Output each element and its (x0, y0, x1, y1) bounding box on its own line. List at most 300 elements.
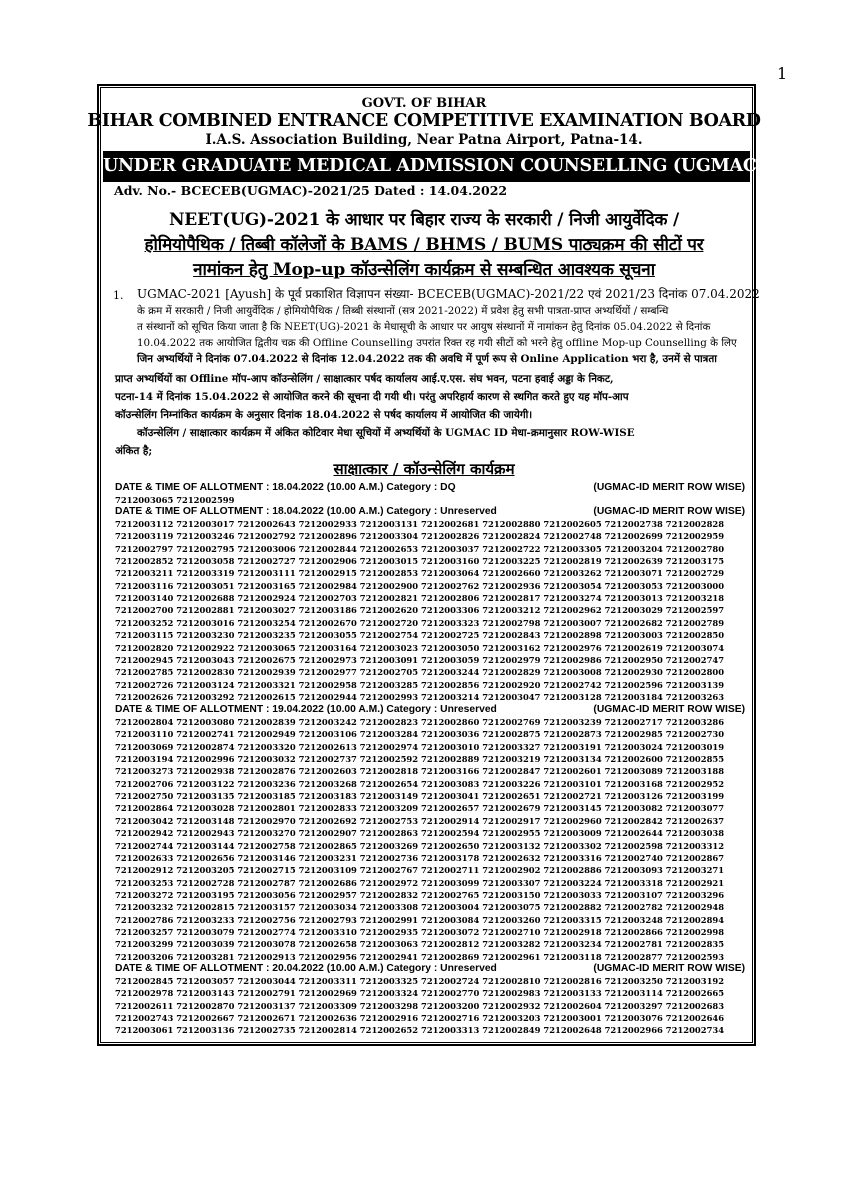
ugmac-id: 7212003157 (237, 902, 296, 913)
ugmac-id: 7212002894 (665, 914, 725, 925)
ugmac-id: 7212003016 (176, 617, 235, 628)
ugmac-id: 7212003166 (421, 766, 480, 777)
ugmac-id: 7212002639 (604, 556, 663, 567)
ugmac-id: 7212002601 (543, 766, 602, 777)
ugmac-id: 7212003297 (604, 1000, 663, 1011)
ugmac-id: 7212002935 (359, 926, 419, 937)
ugmac-id: 7212002774 (237, 926, 296, 937)
ugmac-id-row (115, 840, 750, 852)
ugmac-id: 7212003194 (115, 754, 174, 765)
ugmac-id-row (115, 1012, 750, 1024)
ugmac-id: 7212002592 (359, 754, 419, 765)
ugmac-id: 7212003252 (115, 617, 174, 628)
ugmac-id: 7212003061 (115, 1025, 174, 1036)
ugmac-id: 7212003037 (421, 543, 480, 554)
ugmac-id-row (115, 827, 750, 839)
ugmac-id: 7212002747 (665, 654, 725, 665)
ugmac-id-row (115, 1024, 750, 1036)
ugmac-id: 7212002613 (298, 741, 357, 752)
ugmac-id: 7212003036 (421, 729, 480, 740)
ugmac-id: 7212003310 (298, 926, 357, 937)
ugmac-id: 7212002667 (176, 1013, 235, 1024)
ugmac-id: 7212003089 (604, 766, 663, 777)
ugmac-id: 7212003284 (359, 729, 419, 740)
ugmac-id: 7212003059 (421, 654, 480, 665)
ugmac-id: 7212003112 (115, 519, 174, 529)
ugmac-id: 7212002969 (298, 988, 357, 999)
ugmac-id: 7212003004 (421, 902, 480, 913)
ugmac-id: 7212003178 (421, 852, 480, 863)
ugmac-id-row (115, 852, 750, 864)
ugmac-id: 7212003029 (604, 605, 663, 616)
ugmac-id: 7212003292 (176, 691, 235, 702)
ugmac-id: 7212003164 (298, 642, 357, 653)
ugmac-id: 7212002829 (482, 667, 541, 678)
board-heading: BIHAR COMBINED ENTRANCE COMPETITIVE EXAMINATION BOARD (87, 111, 761, 131)
ugmac-id: 7212002984 (298, 580, 357, 591)
ugmac-id: 7212003224 (543, 877, 602, 888)
ugmac-id: 7212002844 (298, 543, 357, 554)
ugmac-id: 7212003076 (604, 1013, 663, 1024)
ugmac-id: 7212002786 (115, 914, 174, 925)
ugmac-id: 7212002974 (359, 741, 419, 752)
ugmac-id: 7212002812 (421, 939, 480, 950)
ugmac-id: 7212003039 (176, 939, 235, 950)
ugmac-id: 7212002958 (298, 679, 357, 690)
ugmac-id: 7212003244 (421, 667, 480, 678)
ugmac-id: 7212003038 (665, 828, 725, 839)
ugmac-id: 7212003144 (176, 840, 235, 851)
ugmac-id: 7212002650 (421, 840, 480, 851)
ugmac-id: 7212003299 (115, 939, 174, 950)
paragraph-line: कॉउन्सेलिंग / साक्षात्कार कार्यक्रम में अंकित कोटिवार मेधा सूचियों में अभ्यर्थियों के UGMAC ID मेधा-क्रमानुसार ROW-WISE (137, 427, 635, 439)
ugmac-id: 7212002938 (176, 766, 235, 777)
ugmac-id: 7212003084 (421, 914, 480, 925)
ugmac-id: 7212002710 (482, 926, 541, 937)
ugmac-id: 7212002686 (298, 877, 357, 888)
ugmac-id: 7212002949 (237, 729, 296, 740)
ugmac-id: 7212003101 (543, 778, 602, 789)
ugmac-id: 7212003206 (115, 951, 174, 962)
ugmac-id: 7212003126 (604, 791, 663, 802)
ugmac-id: 7212003136 (176, 1025, 235, 1036)
ugmac-id: 7212002615 (237, 691, 296, 702)
ugmac-id: 7212003191 (543, 741, 602, 752)
advertisement-number: Adv. No.- BCECEB(UGMAC)-2021/25 Dated : 14.04.2022 (114, 183, 508, 198)
ugmac-id: 7212002741 (176, 729, 235, 740)
ugmac-id-row (115, 815, 750, 827)
ugmac-id: 7212002823 (359, 717, 419, 727)
ugmac-id: 7212002792 (237, 531, 296, 542)
ugmac-id: 7212002957 (298, 889, 357, 900)
ugmac-id: 7212003286 (665, 717, 725, 727)
ugmac-id: 7212003203 (482, 1013, 541, 1024)
ugmac-id: 7212002800 (665, 667, 725, 678)
ugmac-id-row (115, 691, 750, 703)
ugmac-id: 7212003160 (421, 556, 480, 567)
ugmac-id-row (115, 778, 750, 790)
ugmac-id-row (115, 543, 750, 555)
ugmac-id: 7212003065 (237, 642, 296, 653)
ugmac-id: 7212002705 (359, 667, 419, 678)
ugmac-id: 7212002738 (604, 519, 663, 529)
ugmac-id: 7212002729 (665, 568, 725, 579)
ugmac-id: 7212002748 (543, 531, 602, 542)
ugmac-id: 7212002915 (298, 568, 357, 579)
ugmac-id: 7212002665 (665, 988, 725, 999)
ugmac-id: 7212002921 (665, 877, 725, 888)
ugmac-id: 7212003042 (115, 815, 174, 826)
ugmac-id: 7212002637 (665, 815, 725, 826)
ugmac-id: 7212002865 (298, 840, 357, 851)
ugmac-id: 7212002933 (298, 519, 357, 529)
ugmac-id: 7212002716 (421, 1013, 480, 1024)
allotment-date-label: DATE & TIME OF ALLOTMENT : 18.04.2022 (10.00 A.M.) Category : DQ (115, 482, 456, 493)
ugmac-id-row (115, 914, 750, 926)
ugmac-id: 7212003137 (237, 1000, 296, 1011)
ugmac-id: 7212002737 (298, 754, 357, 765)
ugmac-id: 7212002597 (665, 605, 725, 616)
merit-order-label: (UGMAC-ID MERIT ROW WISE) (593, 704, 745, 715)
ugmac-id: 7212003269 (359, 840, 419, 851)
ugmac-id: 7212002675 (237, 654, 296, 665)
ugmac-id: 7212002944 (298, 691, 357, 702)
ugmac-id: 7212003079 (176, 926, 235, 937)
ugmac-id: 7212002736 (359, 852, 419, 863)
ugmac-id: 7212003212 (482, 605, 541, 616)
ugmac-id: 7212003099 (421, 877, 480, 888)
ugmac-id: 7212003071 (604, 568, 663, 579)
ugmac-id: 7212003116 (115, 580, 174, 591)
ugmac-id: 7212003260 (482, 914, 541, 925)
ugmac-id: 7212003239 (543, 717, 602, 727)
ugmac-id: 7212003050 (421, 642, 480, 653)
ugmac-id-row (115, 753, 750, 765)
ugmac-id: 7212003231 (298, 852, 357, 863)
ugmac-id: 7212003082 (604, 803, 663, 814)
ugmac-id: 7212002620 (359, 605, 419, 616)
ugmac-id-row (115, 518, 750, 530)
ugmac-id: 7212003316 (543, 852, 602, 863)
ugmac-id: 7212002798 (482, 617, 541, 628)
ugmac-id: 7212003186 (298, 605, 357, 616)
ugmac-id: 7212002882 (543, 902, 602, 913)
ugmac-id: 7212003134 (543, 754, 602, 765)
paragraph-line: त संस्थानों को सूचित किया जाता है कि NEET(UG)-2021 के मेधासूची के आधार पर आयुष संस्थानों में नामांकन हेतु दिनांक 05.04.2022 से दिनांक (137, 321, 711, 333)
ugmac-id: 7212003000 (665, 580, 725, 591)
ugmac-id: 7212003281 (176, 951, 235, 962)
ugmac-id: 7212002721 (543, 791, 602, 802)
ugmac-id: 7212002976 (543, 642, 602, 653)
ugmac-id: 7212002912 (115, 865, 174, 876)
ugmac-id: 7212003211 (115, 568, 174, 579)
ugmac-id: 7212003027 (237, 605, 296, 616)
ugmac-id: 7212003268 (298, 778, 357, 789)
paragraph-line: प्राप्त अभ्यर्थियों का Offline मॉप-आप कॉउन्सेलिंग / साक्षात्कार पर्षद कार्यालय आई.ए.एस. संघ भवन, पटना हवाई अड्डा के निकट, (115, 373, 614, 385)
ugmac-id: 7212003273 (115, 766, 174, 777)
ugmac-id: 7212002725 (421, 630, 480, 641)
ugmac-id: 7212003308 (359, 902, 419, 913)
ugmac-id: 7212003074 (665, 642, 725, 653)
ugmac-id: 7212003250 (604, 976, 663, 986)
ugmac-id: 7212003175 (665, 556, 725, 567)
ugmac-id: 7212003315 (543, 914, 602, 925)
ugmac-id: 7212003313 (421, 1025, 480, 1036)
ugmac-id: 7212002896 (298, 531, 357, 542)
ugmac-id: 7212003001 (543, 1013, 602, 1024)
ugmac-id: 7212002873 (543, 729, 602, 740)
ugmac-id: 7212003248 (604, 914, 663, 925)
ugmac-id: 7212003106 (298, 729, 357, 740)
ugmac-id: 7212002869 (421, 951, 480, 962)
ugmac-id: 7212002930 (604, 667, 663, 678)
ugmac-id: 7212002762 (421, 580, 480, 591)
ugmac-id: 7212003051 (176, 580, 235, 591)
ugmac-id: 7212003262 (543, 568, 602, 579)
ugmac-id: 7212002870 (176, 1000, 235, 1011)
ugmac-id: 7212002960 (543, 815, 602, 826)
ugmac-id: 7212003311 (298, 976, 357, 986)
ugmac-id: 7212002682 (604, 617, 663, 628)
ugmac-id: 7212002797 (115, 543, 174, 554)
ugmac-id: 7212003007 (543, 617, 602, 628)
ugmac-id: 7212002818 (359, 766, 419, 777)
ugmac-id: 7212002898 (543, 630, 602, 641)
ugmac-id: 7212003302 (543, 840, 602, 851)
ugmac-id: 7212002632 (482, 852, 541, 863)
ugmac-banner: UNDER GRADUATE MEDICAL ADMISSION COUNSELLING (UGMAC)-2021 (103, 151, 750, 182)
ugmac-id: 7212003296 (665, 889, 725, 900)
ugmac-id: 7212002985 (604, 729, 663, 740)
ugmac-id: 7212002977 (298, 667, 357, 678)
ugmac-id: 7212002942 (115, 828, 174, 839)
ugmac-id: 7212002948 (665, 902, 725, 913)
ugmac-id: 7212003006 (237, 543, 296, 554)
ugmac-id: 7212002683 (665, 1000, 725, 1011)
ugmac-id: 7212002742 (543, 679, 602, 690)
ugmac-id: 7212002660 (482, 568, 541, 579)
ugmac-id: 7212002699 (604, 531, 663, 542)
ugmac-id: 7212002956 (298, 951, 357, 962)
ugmac-id: 7212002902 (482, 865, 541, 876)
ugmac-id: 7212002727 (237, 556, 296, 567)
ugmac-id: 7212003318 (604, 877, 663, 888)
ugmac-id: 7212002875 (482, 729, 541, 740)
ugmac-id: 7212003257 (115, 926, 174, 937)
notice-title-line-2: होमियोपैथिक / तिब्बी कॉलेजों के BAMS / BHMS / BUMS पाठ्यक्रम की सीटों पर (144, 235, 704, 255)
notice-title-line-3: नामांकन हेतु Mop-up कॉउन्सेलिंग कार्यक्रम से सम्बन्धित आवश्यक सूचना (193, 260, 655, 280)
ugmac-id: 7212003165 (237, 580, 296, 591)
ugmac-id: 7212003091 (359, 654, 419, 665)
ugmac-id: 7212003272 (115, 889, 174, 900)
ugmac-id: 7212003008 (543, 667, 602, 678)
ugmac-id: 7212002986 (543, 654, 602, 665)
ugmac-id: 7212003168 (604, 778, 663, 789)
ugmac-id: 7212002955 (482, 828, 541, 839)
ugmac-id: 7212003149 (359, 791, 419, 802)
ugmac-id: 7212002730 (665, 729, 725, 740)
ugmac-id: 7212002866 (604, 926, 663, 937)
ugmac-id: 7212002804 (115, 717, 174, 727)
ugmac-id: 7212003219 (482, 754, 541, 765)
notice-title-line-1: NEET(UG)-2021 के आधार पर बिहार राज्य के सरकारी / निजी आयुर्वेदिक / (168, 210, 680, 230)
ugmac-id: 7212003200 (421, 1000, 480, 1011)
ugmac-id: 7212002918 (543, 926, 602, 937)
ugmac-id-row (115, 728, 750, 740)
ugmac-id: 7212003043 (176, 654, 235, 665)
ugmac-id: 7212002864 (115, 803, 174, 814)
ugmac-id-row (115, 877, 750, 889)
ugmac-id: 7212002939 (237, 667, 296, 678)
ugmac-id: 7212003054 (543, 580, 602, 591)
ugmac-id: 7212002724 (421, 976, 480, 986)
ugmac-id: 7212003024 (604, 741, 663, 752)
ugmac-id: 7212002830 (176, 667, 235, 678)
ugmac-id: 7212003218 (665, 593, 725, 604)
ugmac-id: 7212002785 (115, 667, 174, 678)
allotment-section-header (115, 962, 745, 975)
ugmac-id: 7212003146 (237, 852, 296, 863)
ugmac-id: 7212003306 (421, 605, 480, 616)
ugmac-id: 7212002744 (115, 840, 174, 851)
ugmac-id: 7212002706 (115, 778, 174, 789)
schedule-heading (0, 459, 848, 479)
ugmac-id: 7212003069 (115, 741, 174, 752)
ugmac-id: 7212002922 (176, 642, 235, 653)
ugmac-id: 7212002717 (604, 717, 663, 727)
ugmac-id: 7212002754 (359, 630, 419, 641)
ugmac-id: 7212002966 (604, 1025, 663, 1036)
ugmac-id-row (115, 716, 750, 728)
ugmac-id: 7212002810 (482, 976, 541, 986)
ugmac-id: 7212002593 (665, 951, 725, 962)
ugmac-id: 7212003080 (176, 717, 235, 727)
ugmac-id: 7212003078 (237, 939, 296, 950)
ugmac-id: 7212003010 (421, 741, 480, 752)
ugmac-id: 7212002681 (421, 519, 480, 529)
ugmac-id: 7212002605 (543, 519, 602, 529)
ugmac-id: 7212002998 (665, 926, 725, 937)
ugmac-id: 7212003128 (543, 691, 602, 702)
ugmac-id: 7212003075 (482, 902, 541, 913)
ugmac-id: 7212003184 (604, 691, 663, 702)
ugmac-id: 7212002828 (665, 519, 725, 529)
ugmac-id: 7212002847 (482, 766, 541, 777)
allotment-date-label: DATE & TIME OF ALLOTMENT : 19.04.2022 (10.00 A.M.) Category : Unreserved (115, 704, 497, 715)
ugmac-id: 7212002880 (482, 519, 541, 529)
ugmac-id: 7212003254 (237, 617, 296, 628)
ugmac-id: 7212002728 (176, 877, 235, 888)
ugmac-id: 7212002782 (604, 902, 663, 913)
ugmac-id: 7212003230 (176, 630, 235, 641)
ugmac-id: 7212002833 (298, 803, 357, 814)
ugmac-id: 7212003150 (482, 889, 541, 900)
ugmac-id: 7212002769 (482, 717, 541, 727)
ugmac-id: 7212003132 (482, 840, 541, 851)
paragraph-line: पटना-14 में दिनांक 15.04.2022 से आयोजित करने की सूचना दी गयी थी। परंतु अपरिहार्य कारण से स्थगित करते हुए यह मॉप-आप (115, 391, 629, 403)
ugmac-id: 7212002688 (176, 593, 235, 604)
ugmac-id: 7212002845 (115, 976, 174, 986)
ugmac-id: 7212003312 (665, 840, 725, 851)
ugmac-id: 7212003253 (115, 877, 174, 888)
ugmac-id: 7212002679 (482, 803, 541, 814)
ugmac-id: 7212003145 (543, 803, 602, 814)
ugmac-id: 7212002970 (237, 815, 296, 826)
ugmac-id: 7212003226 (482, 778, 541, 789)
ugmac-id: 7212003143 (176, 988, 235, 999)
ugmac-id-row (115, 987, 750, 999)
ugmac-id: 7212002932 (482, 1000, 541, 1011)
ugmac-id: 7212003285 (359, 679, 419, 690)
ugmac-id: 7212002791 (237, 988, 296, 999)
ugmac-id-row (115, 802, 750, 814)
ugmac-id: 7212003188 (665, 766, 725, 777)
ugmac-id: 7212002860 (421, 717, 480, 727)
ugmac-id-row (115, 938, 750, 950)
ugmac-id: 7212002881 (176, 605, 235, 616)
ugmac-id-row (115, 617, 750, 629)
ugmac-id: 7212003319 (176, 568, 235, 579)
ugmac-id: 7212003124 (176, 679, 235, 690)
ugmac-id: 7212002824 (482, 531, 541, 542)
ugmac-id-row (115, 741, 750, 753)
ugmac-id: 7212003307 (482, 877, 541, 888)
ugmac-id: 7212002765 (421, 889, 480, 900)
ugmac-id: 7212002611 (115, 1000, 174, 1011)
ugmac-id: 7212002758 (237, 840, 296, 851)
ugmac-id: 7212002657 (421, 803, 480, 814)
ugmac-id: 7212002816 (543, 976, 602, 986)
ugmac-id: 7212003119 (115, 531, 174, 542)
ugmac-id: 7212003263 (665, 691, 725, 702)
ugmac-id: 7212003064 (421, 568, 480, 579)
ugmac-id: 7212002959 (665, 531, 725, 542)
ugmac-id: 7212003083 (421, 778, 480, 789)
ugmac-id: 7212003234 (543, 939, 602, 950)
board-address: I.A.S. Association Building, Near Patna Airport, Patna-14. (205, 132, 643, 148)
ugmac-id: 7212002711 (421, 865, 480, 876)
ugmac-id-row (115, 901, 750, 913)
ugmac-id: 7212002993 (359, 691, 419, 702)
ugmac-id: 7212002671 (237, 1013, 296, 1024)
ugmac-id: 7212003192 (665, 976, 725, 986)
ugmac-id: 7212002819 (543, 556, 602, 567)
ugmac-id-row (115, 679, 750, 691)
govt-heading: GOVT. OF BIHAR (361, 96, 487, 111)
ugmac-id: 7212002692 (298, 815, 357, 826)
ugmac-id: 7212002979 (482, 654, 541, 665)
ugmac-id: 7212003009 (543, 828, 602, 839)
ugmac-id: 7212002801 (237, 803, 296, 814)
ugmac-id: 7212002973 (298, 654, 357, 665)
ugmac-id: 7212003323 (421, 617, 480, 628)
ugmac-id: 7212003114 (604, 988, 663, 999)
ugmac-id: 7212002596 (604, 679, 663, 690)
ugmac-id: 7212003327 (482, 741, 541, 752)
ugmac-id: 7212002795 (176, 543, 235, 554)
ugmac-id-row (115, 592, 750, 604)
ugmac-id-row (115, 555, 750, 567)
ugmac-id: 7212002826 (421, 531, 480, 542)
ugmac-id: 7212002950 (604, 654, 663, 665)
ugmac-id: 7212002814 (298, 1025, 357, 1036)
ugmac-id: 7212002644 (604, 828, 663, 839)
ugmac-id: 7212003214 (421, 691, 480, 702)
ugmac-id: 7212003013 (604, 593, 663, 604)
ugmac-id: 7212002843 (482, 630, 541, 641)
ugmac-id: 7212003047 (482, 691, 541, 702)
ugmac-id: 7212003019 (665, 741, 725, 752)
